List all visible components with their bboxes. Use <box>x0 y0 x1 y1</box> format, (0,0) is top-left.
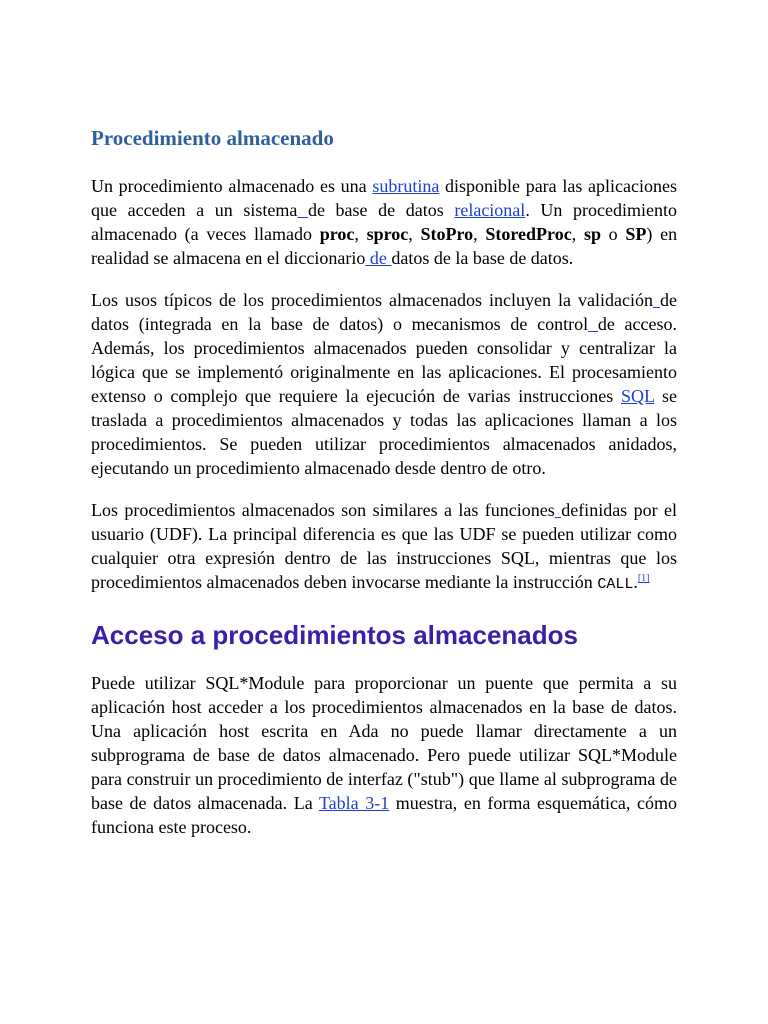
text-run: de acceso. Además, los procedimientos almacenados pueden consolidar y centralizar la lógica que se implementó originalmente en las aplicaciones. El procesamiento extenso o complejo que requiere la ejecución de varias instrucciones <box>91 314 678 406</box>
text-run: Un procedimiento almacenado es una <box>91 176 373 196</box>
paragraph-definition <box>91 174 677 270</box>
link-tabla-3-1[interactable]: Tabla 3-1 <box>318 793 390 813</box>
term-sproc: sproc <box>366 224 409 244</box>
text-run: , <box>571 224 584 244</box>
text-run: , <box>354 224 367 244</box>
link-control-de-acceso[interactable] <box>588 314 598 334</box>
text-run: de base de datos <box>307 200 455 220</box>
text-run: , <box>473 224 486 244</box>
text-run: de datos (integrada en la base de datos) o mecanismos de control <box>91 290 677 334</box>
text-run: se traslada a procedimientos almacenados y todas las aplicaciones llaman a los procedimientos. Se pueden utilizar procedimientos almacenados anidados, ejecutando un procedimiento almacenado desde dentro de otro. <box>91 386 677 478</box>
term-proc: proc <box>319 224 355 244</box>
term-storedproc: StoredProc <box>485 224 572 244</box>
text-run: . Un procedimiento almacenado (a veces llamado <box>91 200 677 244</box>
text-run: ) en realidad se almacena en el diccionario <box>91 224 678 268</box>
paragraph-udf <box>91 498 677 597</box>
text-run: definidas por el usuario (UDF). La principal diferencia es que las UDF se pueden utilizar como cualquier otra expresión dentro de las instrucciones SQL, mientras que los procedimientos almacenados deben invocarse mediante la instrucción <box>91 500 677 592</box>
footnote-ref-1[interactable]: [1] <box>637 573 650 584</box>
link-sistema-de-base-de-datos[interactable] <box>297 200 308 220</box>
term-sp: sp <box>583 224 601 244</box>
text-run: datos de la base de datos. <box>391 248 574 268</box>
paragraph-usos <box>91 288 677 480</box>
link-diccionario-de-datos[interactable]: de <box>365 248 392 268</box>
text-run: o <box>600 224 626 244</box>
text-run: . <box>633 572 638 592</box>
text-run: muestra, en forma esquemática, cómo funciona este proceso. <box>91 793 677 837</box>
link-validacion-de-datos[interactable] <box>653 290 660 310</box>
link-relacional[interactable]: relacional <box>454 200 526 220</box>
text-run: Los usos típicos de los procedimientos almacenados incluyen la validación <box>91 290 653 310</box>
text-run: Los procedimientos almacenados son similares a las funciones <box>91 500 555 520</box>
text-run: Puede utilizar SQL*Module para proporcionar un puente que permita a su aplicación host acceder a los procedimientos almacenados en la base de datos. Una aplicación host escrita en Ada no puede llamar directamente a un subprograma de base de datos almacenado. Pero puede utilizar SQL*Module para construir un procedimiento de interfaz ("stub") que llame al subprograma de base de datos almacenada. La <box>91 673 677 813</box>
paragraph-acceso <box>91 671 677 839</box>
term-SP: SP <box>625 224 647 244</box>
text-run: disponible para las aplicaciones que acceden a un sistema <box>91 176 677 220</box>
section-title: Acceso a procedimientos almacenados <box>91 620 578 650</box>
link-subrutina[interactable]: subrutina <box>372 176 440 196</box>
code-call: CALL <box>597 576 634 593</box>
text-run: , <box>408 224 421 244</box>
document-content <box>91 124 677 857</box>
page-title: Procedimiento almacenado <box>91 126 334 150</box>
link-sql[interactable]: SQL <box>620 386 655 406</box>
term-stopro: StoPro <box>420 224 474 244</box>
